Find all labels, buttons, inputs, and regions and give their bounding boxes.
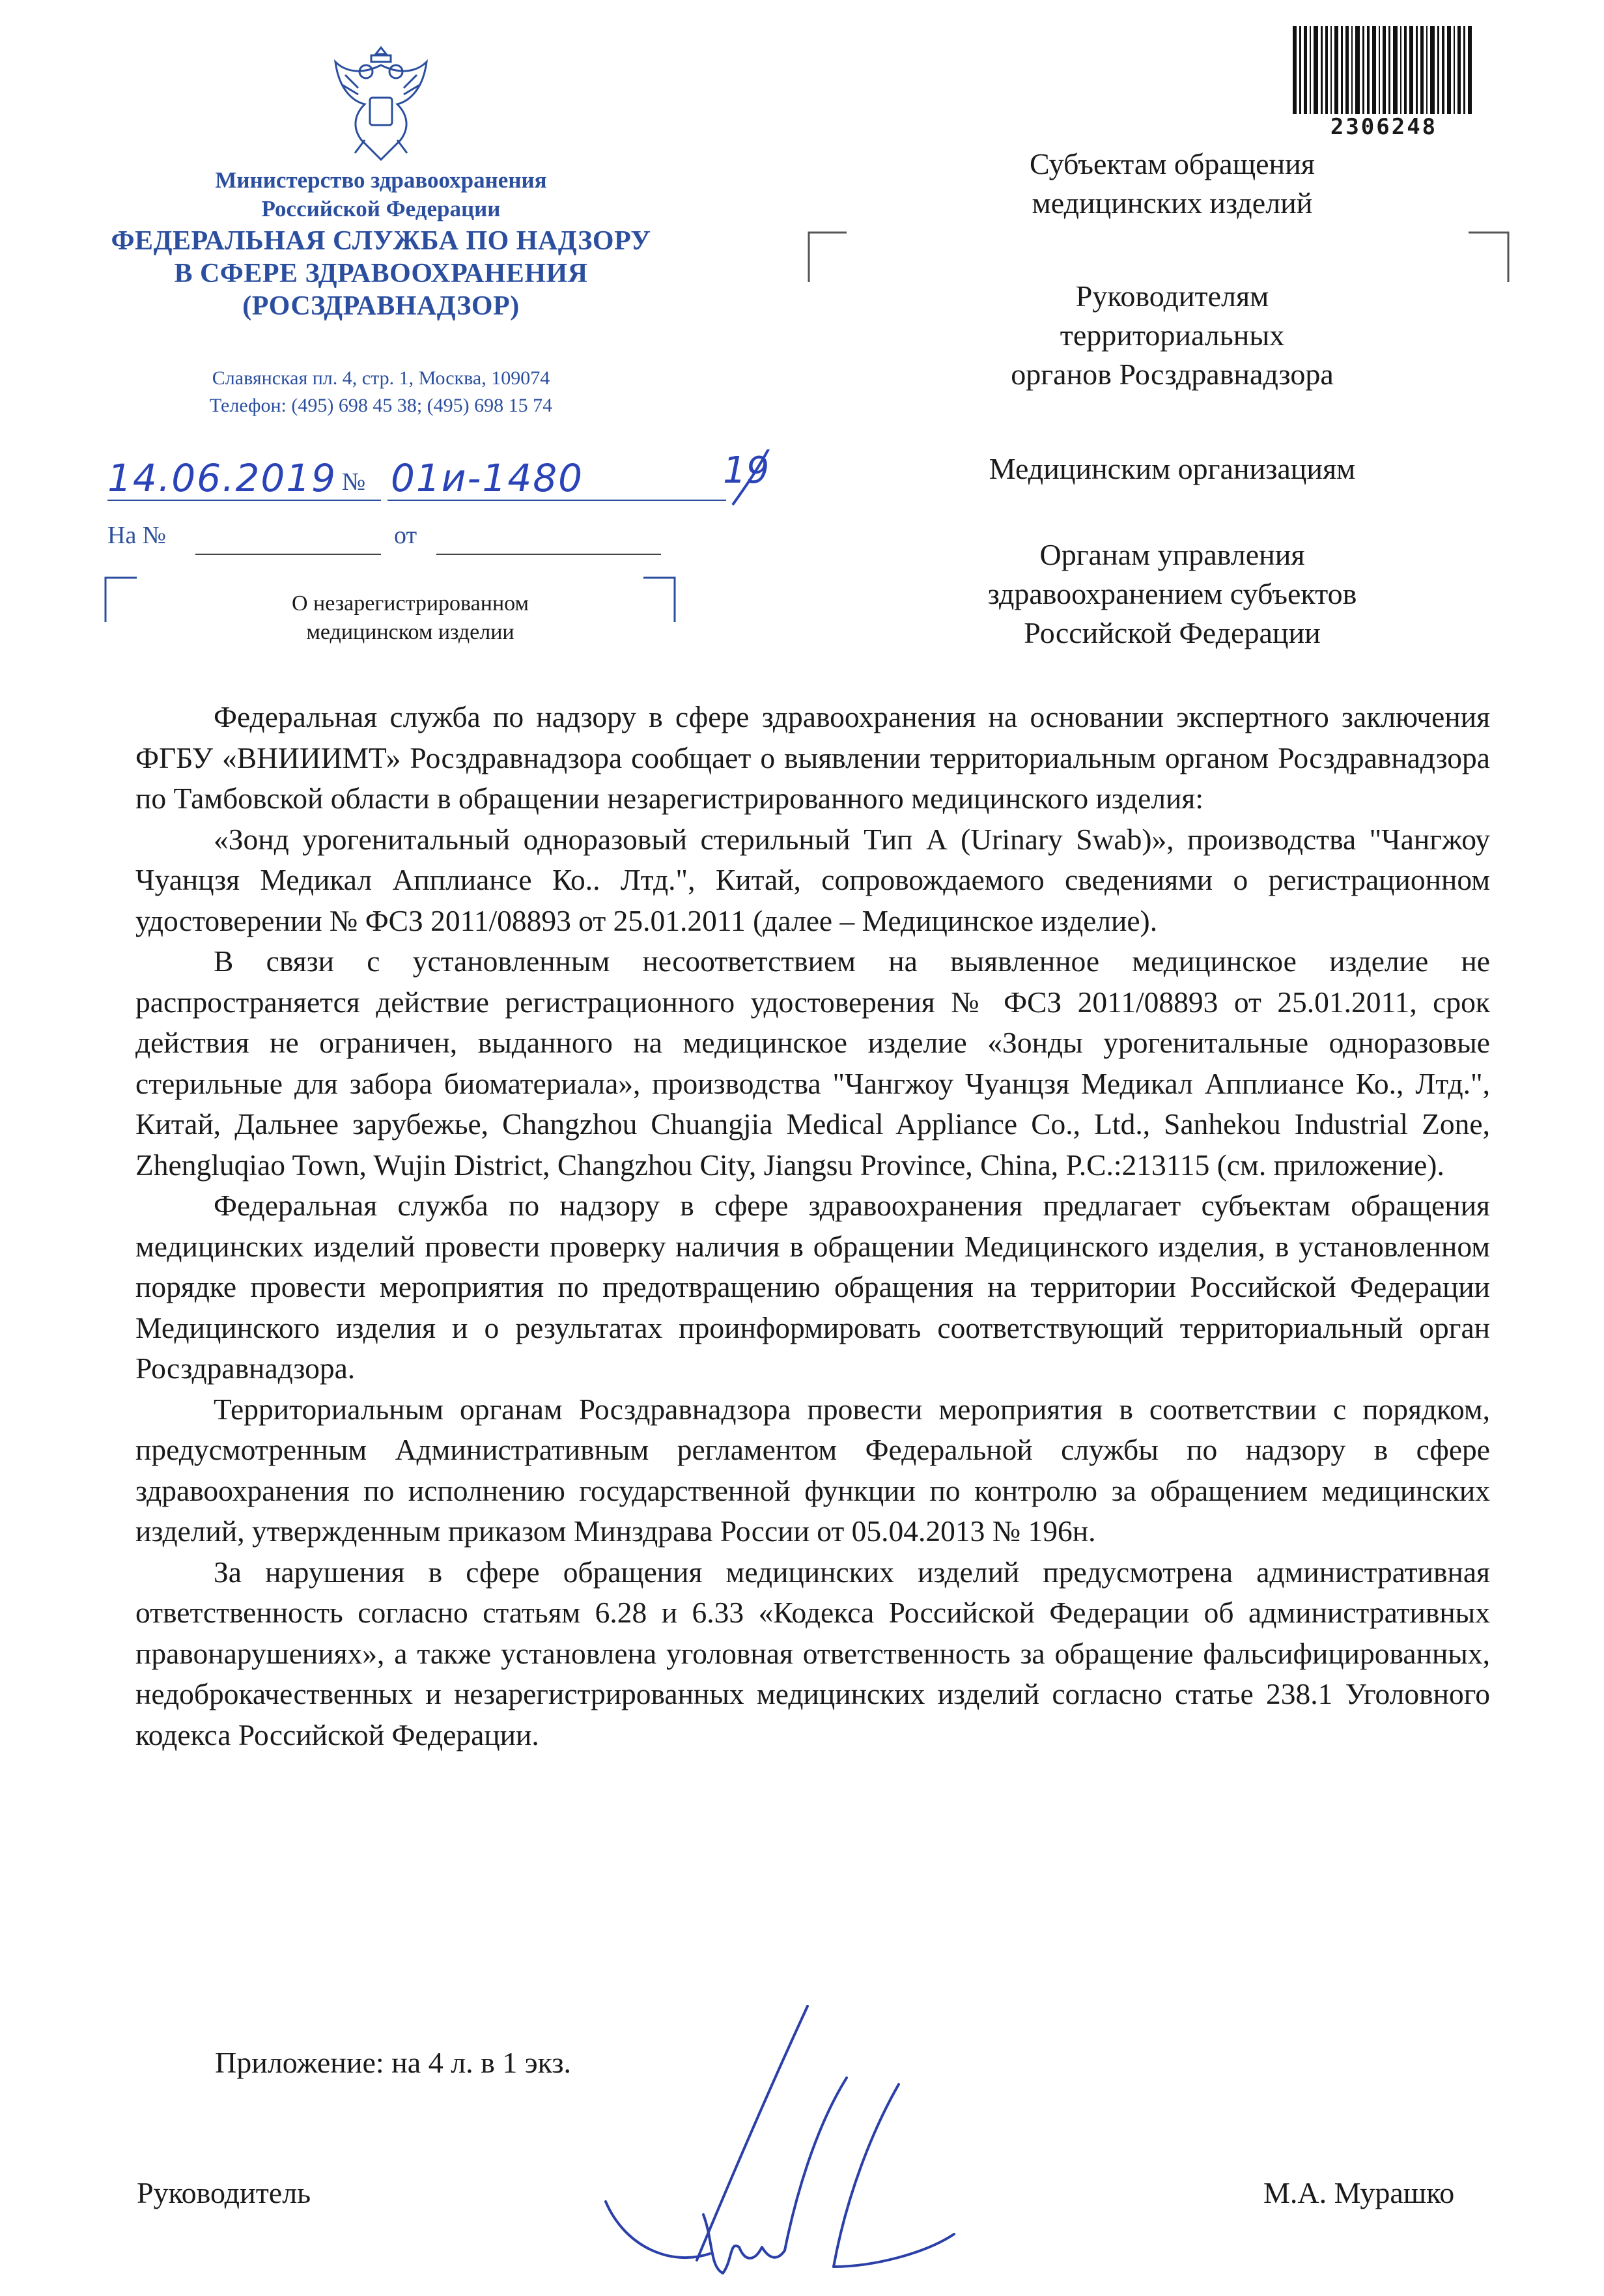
handwritten-number: 01и-1480 [391, 456, 584, 500]
service-name [85, 225, 677, 322]
subject-line: медицинском изделии [306, 620, 514, 644]
letter-subject [247, 589, 573, 647]
recipient-4 [873, 535, 1472, 653]
recipient-brackets [808, 231, 1511, 283]
reference-date-line [436, 554, 661, 555]
recipient-line: Медицинским организациям [989, 452, 1356, 485]
subject-line: О незарегистрированном [291, 591, 529, 616]
recipient-line: здравоохранением субъектов [987, 577, 1357, 610]
number-sign: № [342, 468, 366, 496]
service-line: В СФЕРЕ ЗДРАВООХРАНЕНИЯ [174, 259, 588, 289]
phone-line: Телефон: (495) 698 45 38; (495) 698 15 74 [209, 395, 553, 416]
barcode [1293, 26, 1472, 114]
handwritten-year: 19 [723, 449, 770, 492]
reference-date-label: от [394, 522, 417, 549]
body-paragraph: Федеральная служба по надзору в сфере здравоохранения на основании экспертного заключения ФГБУ «ВНИИИМТ» Росздравнадзора сообщает о выявлении территориальным органом Росздравнадзора по Тамбовской области в обращении незарегистрированного медицинского изделия: [135, 700, 1490, 815]
service-line: (РОСЗДРАВНАДЗОР) [242, 291, 520, 321]
signatory-title: Руководитель [137, 2176, 311, 2209]
body-paragraph: В связи с установленным несоответствием на выявленное медицинское изделие не распространяется действие регистрационного удостоверения № ФСЗ 2011/08893 от 25.01.2011, срок действия не ограничен, выданного на медицинское изделие «Зонды урогенитальные одноразовые стерильные для забора биоматериала», производства "Чангжоу Чуанцзя Медикал Апплиансе Ко., Лтд.", Китай, Дальнее зарубежье, Changzhou Chuangjia Medical Appliance Co., Ltd., Sanhekou Industrial Zone, Zhengluqiao Town, Wujin District, Changzhou City, Jiangsu Province, China, P.C.:213115 (см. приложение). [135, 944, 1490, 1182]
letter-body [135, 697, 1490, 1755]
service-line: ФЕДЕРАЛЬНАЯ СЛУЖБА ПО НАДЗОРУ [111, 226, 651, 256]
recipient-2 [873, 277, 1472, 394]
handwritten-date: 14.06.2019 [107, 456, 337, 500]
ministry-name [117, 166, 645, 223]
ministry-line: Российской Федерации [261, 196, 501, 221]
coat-of-arms-icon [326, 36, 436, 166]
recipient-line: Органам управления [1039, 538, 1305, 571]
recipient-1 [873, 145, 1472, 223]
recipient-line: Субъектам обращения [1030, 147, 1315, 180]
address-line: Славянская пл. 4, стр. 1, Москва, 109074 [212, 367, 550, 389]
recipient-line: органов Росздравнадзора [1011, 358, 1334, 391]
reference-number-line [195, 554, 381, 555]
recipient-line: территориальных [1060, 319, 1285, 352]
ministry-line: Министерство здравоохранения [215, 167, 547, 193]
attachment-note: Приложение: на 4 л. в 1 экз. [215, 2046, 572, 2079]
recipient-line: медицинских изделий [1032, 186, 1313, 220]
body-paragraph: Федеральная служба по надзору в сфере здравоохранения предлагает субъектам обращения медицинских изделий провести проверку наличия в обращении Медицинского изделия, в установленном порядке провести мероприятия по предотвращению обращения на территории Российской Федерации Медицинского изделия и о результатах проинформировать соответствующий территориальный орган Росздравнадзора. [135, 1189, 1490, 1385]
recipient-line: Руководителям [1075, 279, 1269, 313]
reference-number-label: На № [107, 522, 167, 549]
body-paragraph: За нарушения в сфере обращения медицинских изделий предусмотрена административная ответственность согласно статьям 6.28 и 6.33 «Кодекса Российской Федерации об административных правонарушениях», а также установлена уголовная ответственность за обращение фальсифицированных, недоброкачественных и незарегистрированных медицинских изделий согласно статье 238.1 Уголовного кодекса Российской Федерации. [135, 1555, 1490, 1751]
body-paragraph: «Зонд урогенитальный одноразовый стерильный Тип А (Urinary Swab)», производства "Чангжоу Чуанцзя Медикал Апплиансе Ко.. Лтд.", Китай, сопровождаемого сведениями о регистрационном удостоверении № ФСЗ 2011/08893 от 25.01.2011 (далее – Медицинское изделие). [135, 822, 1490, 937]
signatory-name: М.А. Мурашко [1263, 2176, 1455, 2209]
signature-icon [599, 1987, 964, 2286]
recipient-line: Российской Федерации [1024, 616, 1321, 649]
body-paragraph: Территориальным органам Росздравнадзора провести мероприятия в соответствии с порядком, предусмотренным Административным регламентом Федеральной службы по надзору в сфере здравоохранения по исполнению государственной функции по контролю за обращением медицинских изделий, утвержденным приказом Минздрава России от 05.04.2013 № 196н. [135, 1392, 1490, 1548]
barcode-number: 2306248 [1330, 114, 1438, 140]
recipient-3 [873, 449, 1472, 489]
address-block [117, 365, 645, 419]
